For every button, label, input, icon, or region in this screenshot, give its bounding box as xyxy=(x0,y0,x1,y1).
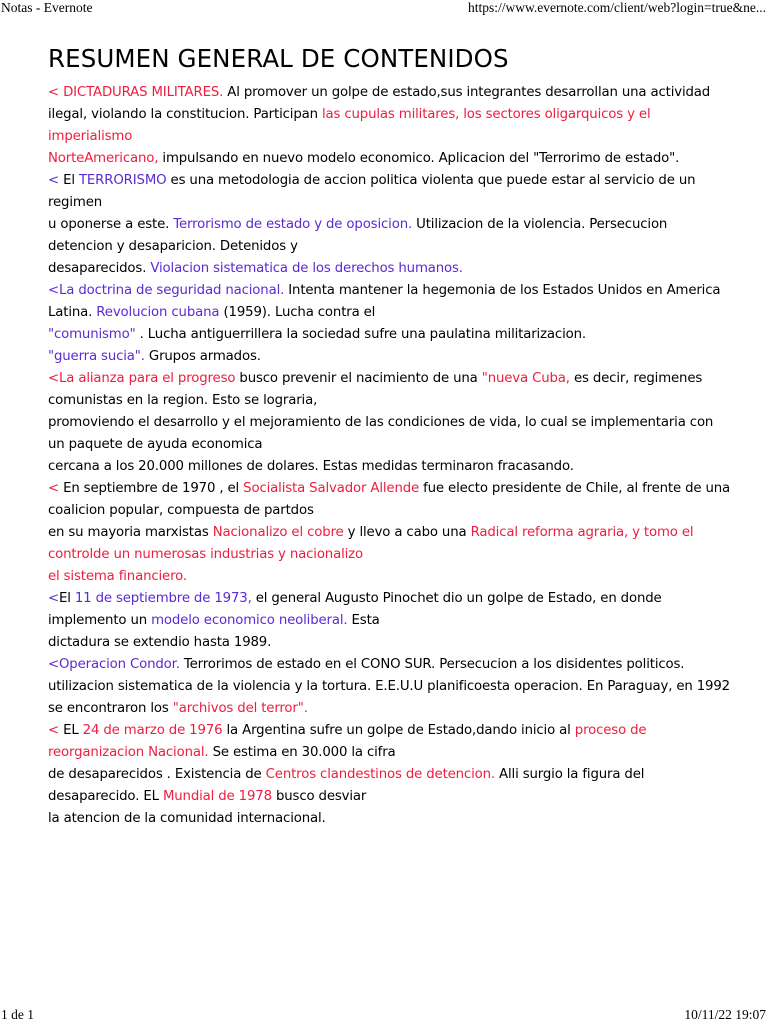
highlighted-text: < xyxy=(48,173,59,188)
highlighted-text: <La alianza para el progreso xyxy=(48,371,236,386)
highlighted-text: proceso de xyxy=(574,723,647,738)
text-line xyxy=(48,610,380,632)
text-line xyxy=(48,390,317,412)
text-line xyxy=(48,456,574,478)
text-segment: impulsando en nuevo modelo economico. Aplicacion del "Terrorimo de estado". xyxy=(158,151,680,166)
text-line xyxy=(48,522,693,544)
highlighted-text: <La doctrina de seguridad nacional. xyxy=(48,283,285,298)
highlighted-text: < xyxy=(48,481,59,496)
highlighted-text: < xyxy=(48,591,59,606)
text-segment: la Argentina sufre un golpe de Estado,dando inicio al xyxy=(222,723,575,738)
text-segment: busco desviar xyxy=(271,789,367,804)
text-segment: En septiembre de 1970 , el xyxy=(59,481,244,496)
highlighted-text: Nacionalizo el cobre xyxy=(212,525,344,540)
text-segment: desaparecido. EL xyxy=(48,789,163,804)
text-segment: dictadura se extendio hasta 1989. xyxy=(48,635,272,650)
print-header-title: Notas - Evernote xyxy=(1,0,93,15)
text-segment: Latina. xyxy=(48,305,97,320)
highlighted-text: Violacion sistematica de los derechos humanos. xyxy=(150,261,463,276)
text-segment: . Lucha antiguerrillera la sociedad sufre una paulatina militarizacion. xyxy=(135,327,586,342)
text-line xyxy=(48,632,271,654)
print-footer-datetime: 10/11/22 19:07 xyxy=(684,1007,766,1022)
text-segment: la atencion de la comunidad internacional. xyxy=(48,811,326,826)
print-header xyxy=(0,0,768,18)
text-line xyxy=(48,478,730,500)
highlighted-text: las cupulas militares, los sectores oligarquicos y el xyxy=(321,107,651,122)
text-segment: busco prevenir el nacimiento de una xyxy=(235,371,482,386)
print-header-url: https://www.evernote.com/client/web?login=true&ne... xyxy=(467,0,766,15)
text-segment: Utilizacion de la violencia. Persecucion xyxy=(412,217,668,232)
highlighted-text: < DICTADURAS MILITARES. xyxy=(48,85,224,100)
text-line xyxy=(48,742,396,764)
text-segment: Terrorimos de estado en el CONO SUR. Persecucion a los disidentes politicos. xyxy=(179,657,685,672)
text-line xyxy=(48,302,375,324)
text-line xyxy=(48,258,463,280)
text-line xyxy=(48,654,684,676)
text-line xyxy=(48,126,132,148)
text-segment: utilizacion sistematica de la violencia y la tortura. E.E.U.U planificoesta operacion. En Paraguay, en 1992 xyxy=(48,679,730,694)
text-segment: u oponerse a este. xyxy=(48,217,174,232)
text-segment: EL xyxy=(59,723,83,738)
print-footer xyxy=(0,1007,768,1025)
text-line xyxy=(48,412,713,434)
text-segment: Intenta mantener la hegemonia de los Estados Unidos en America xyxy=(284,283,721,298)
text-line xyxy=(48,82,710,104)
text-segment: un paquete de ayuda economica xyxy=(48,437,263,452)
highlighted-text: "nueva Cuba, xyxy=(481,371,570,386)
highlighted-text: Socialista Salvador Allende xyxy=(243,481,420,496)
text-segment: es una metodologia de accion politica violenta que puede estar al servicio de un xyxy=(166,173,696,188)
highlighted-text: el sistema financiero. xyxy=(48,569,187,584)
text-segment: regimen xyxy=(48,195,103,210)
text-segment: El xyxy=(59,173,79,188)
text-segment: El xyxy=(59,591,75,606)
highlighted-text: 24 de marzo de 1976 xyxy=(82,723,223,738)
text-segment: fue electo presidente de Chile, al frente de una xyxy=(419,481,731,496)
text-line xyxy=(48,192,102,214)
highlighted-text: Terrorismo de estado y de oposicion. xyxy=(173,217,413,232)
text-line xyxy=(48,434,262,456)
text-segment: Se estima en 30.000 la cifra xyxy=(208,745,396,760)
highlighted-text: < xyxy=(48,723,59,738)
text-line xyxy=(48,148,679,170)
text-segment: se encontraron los xyxy=(48,701,173,716)
text-segment: Alli surgio la figura del xyxy=(494,767,645,782)
text-line xyxy=(48,104,651,126)
text-line xyxy=(48,324,586,346)
text-line xyxy=(48,170,695,192)
text-segment: comunistas en la region. Esto se lograria, xyxy=(48,393,318,408)
text-line xyxy=(48,236,298,258)
highlighted-text: Revolucion cubana xyxy=(96,305,220,320)
highlighted-text: "guerra sucia". xyxy=(48,349,145,364)
text-line xyxy=(48,698,308,720)
text-line xyxy=(48,368,702,390)
text-line xyxy=(48,346,261,368)
text-line xyxy=(48,566,187,588)
highlighted-text: 11 de septiembre de 1973, xyxy=(74,591,252,606)
text-segment: Al promover un golpe de estado,sus integrantes desarrollan una actividad xyxy=(223,85,711,100)
document-title: RESUMEN GENERAL DE CONTENIDOS xyxy=(48,44,509,73)
highlighted-text: controlde un numerosas industrias y nacionalizo xyxy=(48,547,363,562)
text-segment: es decir, regimenes xyxy=(569,371,703,386)
text-line xyxy=(48,214,667,236)
highlighted-text: NorteAmericano, xyxy=(48,151,159,166)
text-segment: Esta xyxy=(347,613,380,628)
highlighted-text: Centros clandestinos de detencion. xyxy=(265,767,495,782)
text-line xyxy=(48,786,366,808)
text-line xyxy=(48,588,662,610)
text-line xyxy=(48,544,363,566)
text-line xyxy=(48,676,730,698)
highlighted-text: "archivos del terror". xyxy=(172,701,308,716)
text-segment: de desaparecidos . Existencia de xyxy=(48,767,266,782)
print-footer-page: 1 de 1 xyxy=(1,1007,34,1022)
highlighted-text: <Operacion Condor. xyxy=(48,657,180,672)
highlighted-text: modelo economico neoliberal. xyxy=(151,613,348,628)
text-segment: promoviendo el desarrollo y el mejoramiento de las condiciones de vida, lo cual se implementaria con xyxy=(48,415,714,430)
text-line xyxy=(48,280,720,302)
text-segment: en su mayoria marxistas xyxy=(48,525,213,540)
highlighted-text: TERRORISMO xyxy=(78,173,167,188)
text-segment: el general Augusto Pinochet dio un golpe de Estado, en donde xyxy=(251,591,662,606)
text-segment: coalicion popular, compuesta de partdos xyxy=(48,503,314,518)
text-line xyxy=(48,720,646,742)
highlighted-text: reorganizacion Nacional. xyxy=(48,745,209,760)
text-segment: desaparecidos. xyxy=(48,261,151,276)
text-segment: cercana a los 20.000 millones de dolares. Estas medidas terminaron fracasando. xyxy=(48,459,574,474)
text-segment: ilegal, violando la constitucion. Participan xyxy=(48,107,322,122)
text-line xyxy=(48,764,644,786)
highlighted-text: Mundial de 1978 xyxy=(162,789,272,804)
highlighted-text: Radical reforma agraria, y tomo el xyxy=(470,525,694,540)
text-segment: Grupos armados. xyxy=(144,349,261,364)
text-segment: (1959). Lucha contra el xyxy=(219,305,376,320)
highlighted-text: imperialismo xyxy=(48,129,133,144)
text-line xyxy=(48,808,326,830)
text-line xyxy=(48,500,314,522)
text-segment: y llevo a cabo una xyxy=(343,525,471,540)
text-segment: detencion y desaparicion. Detenidos y xyxy=(48,239,298,254)
highlighted-text: "comunismo" xyxy=(48,327,136,342)
text-segment: implemento un xyxy=(48,613,152,628)
